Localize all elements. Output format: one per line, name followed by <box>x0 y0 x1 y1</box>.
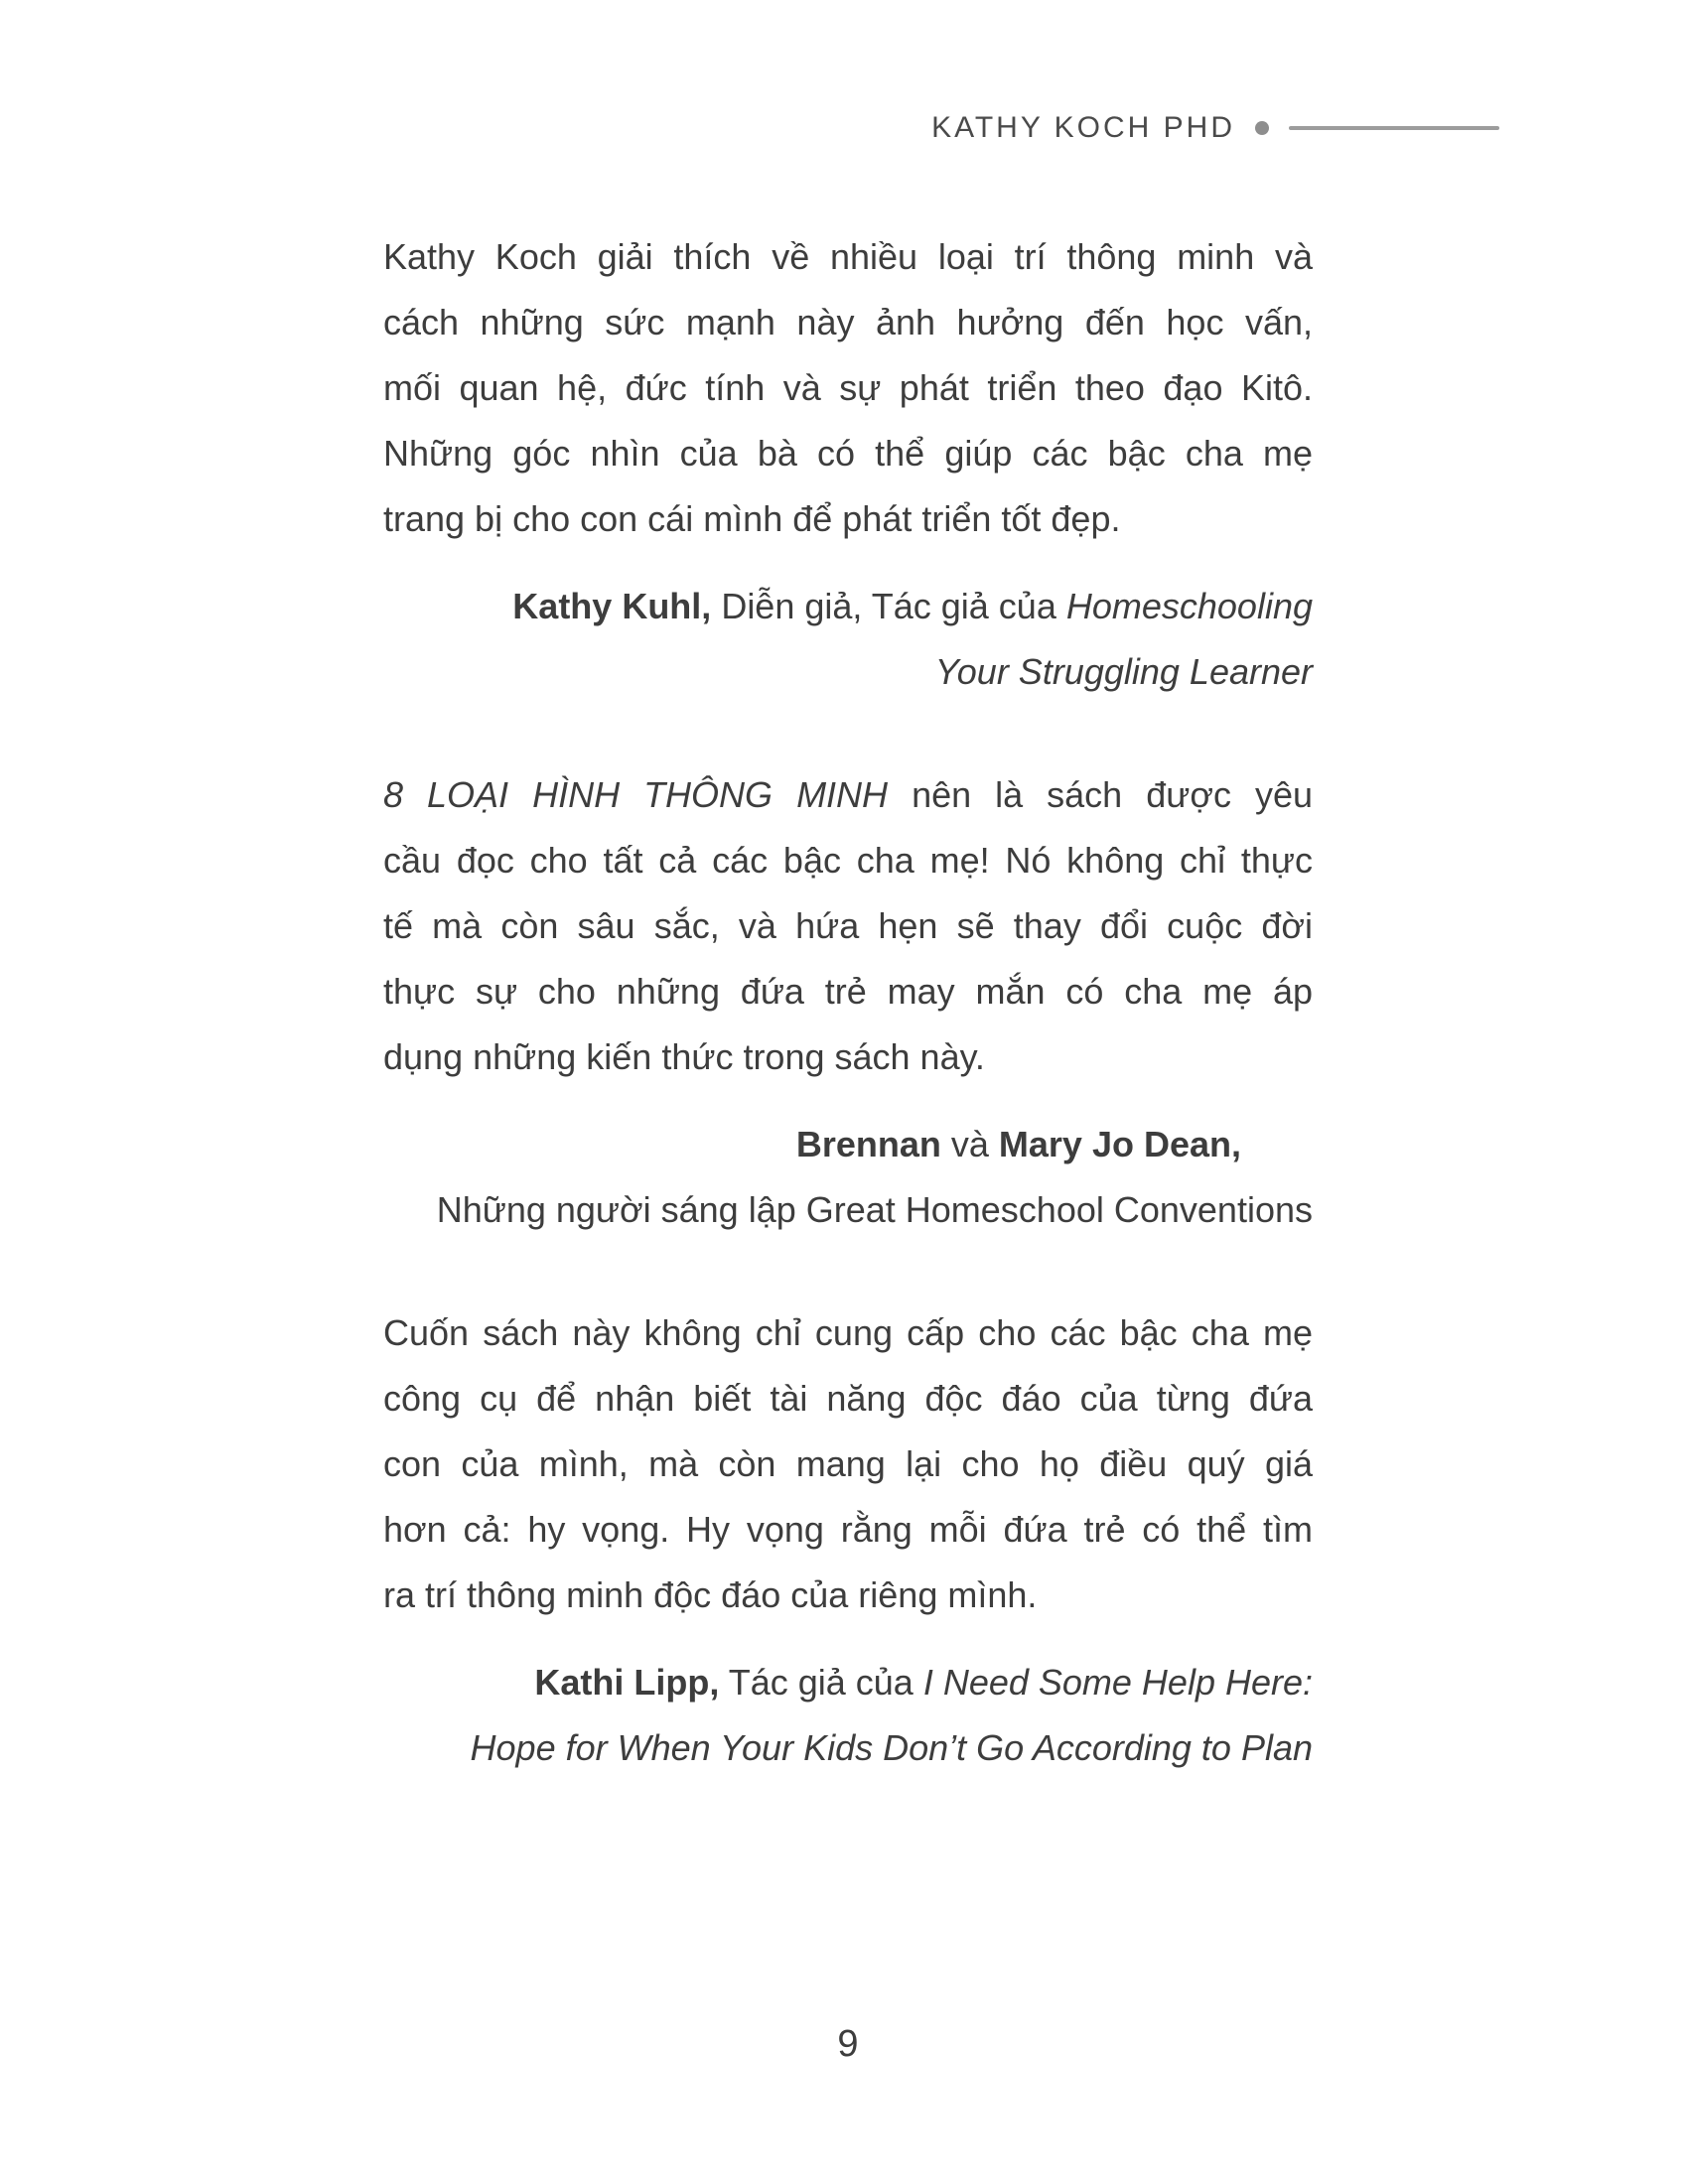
bullet-dot-icon <box>1255 121 1269 135</box>
text-line: cầu đọc cho tất cả các bậc cha mẹ! Nó không chỉ thực <box>383 840 1313 881</box>
text-line: dụng những kiến thức trong sách này. <box>383 1036 985 1077</box>
text-line: trang bị cho con cái mình để phát triển tốt đẹp. <box>383 498 1121 539</box>
text-line: ra trí thông minh độc đáo của riêng mình. <box>383 1574 1038 1615</box>
text-segment: nên là sách được yêu <box>888 774 1313 815</box>
author-name: Brennan <box>795 1124 941 1164</box>
testimonial-paragraph-3 <box>383 1300 1313 1628</box>
book-title: 8 LOẠI HÌNH THÔNG MINH <box>383 774 889 815</box>
text-line: tế mà còn sâu sắc, và hứa hẹn sẽ thay đổi cuộc đời <box>383 905 1313 946</box>
testimonial-paragraph-2 <box>383 762 1313 1090</box>
book-title: Hope for When Your Kids Don’t Go According to Plan <box>470 1727 1313 1768</box>
attribution-line <box>383 639 1313 705</box>
header-divider-rule <box>1289 126 1499 130</box>
text-line: thực sự cho những đứa trẻ may mắn có cha mẹ áp <box>383 971 1313 1012</box>
attribution-2 <box>383 1112 1313 1243</box>
testimonial-paragraph-1 <box>383 224 1313 552</box>
book-title: Your Struggling Learner <box>934 651 1313 692</box>
book-title: I Need Some Help Here: <box>922 1662 1313 1703</box>
attribution-line: Những người sáng lập Great Homeschool Conventions <box>436 1189 1313 1230</box>
attribution-line <box>383 1650 1313 1715</box>
page-header <box>0 111 1499 145</box>
attribution-1 <box>383 574 1313 705</box>
author-role: Tác giả của <box>719 1662 923 1703</box>
text-line: mối quan hệ, đức tính và sự phát triển theo đạo Kitô. <box>383 367 1313 408</box>
attribution-line <box>383 1112 1313 1177</box>
attribution-line <box>383 574 1313 639</box>
text-column <box>383 224 1313 1781</box>
page-number: 9 <box>837 2023 859 2065</box>
text-segment: và <box>940 1124 999 1164</box>
book-title: Homeschooling <box>1065 586 1313 626</box>
text-line: Cuốn sách này không chỉ cung cấp cho các bậc cha mẹ <box>383 1312 1313 1353</box>
text-line: công cụ để nhận biết tài năng độc đáo của từng đứa <box>383 1378 1313 1419</box>
running-head-author: KATHY KOCH PHD <box>931 111 1235 144</box>
text-line <box>383 762 1313 828</box>
text-line: cách những sức mạnh này ảnh hưởng đến học vấn, <box>383 302 1313 342</box>
text-line: Những góc nhìn của bà có thể giúp các bậc cha mẹ <box>383 433 1313 474</box>
text-line: Kathy Koch giải thích về nhiều loại trí thông minh và <box>383 236 1313 277</box>
author-name: Kathy Kuhl, <box>512 586 712 626</box>
author-role: Diễn giả, Tác giả của <box>711 586 1066 626</box>
attribution-line <box>383 1715 1313 1781</box>
text-line: con của mình, mà còn mang lại cho họ điều quý giá <box>383 1443 1313 1484</box>
attribution-3 <box>383 1650 1313 1781</box>
author-name: Kathi Lipp, <box>534 1662 720 1703</box>
author-name: Mary Jo Dean, <box>998 1124 1241 1164</box>
text-line: hơn cả: hy vọng. Hy vọng rằng mỗi đứa trẻ có thể tìm <box>383 1509 1313 1550</box>
